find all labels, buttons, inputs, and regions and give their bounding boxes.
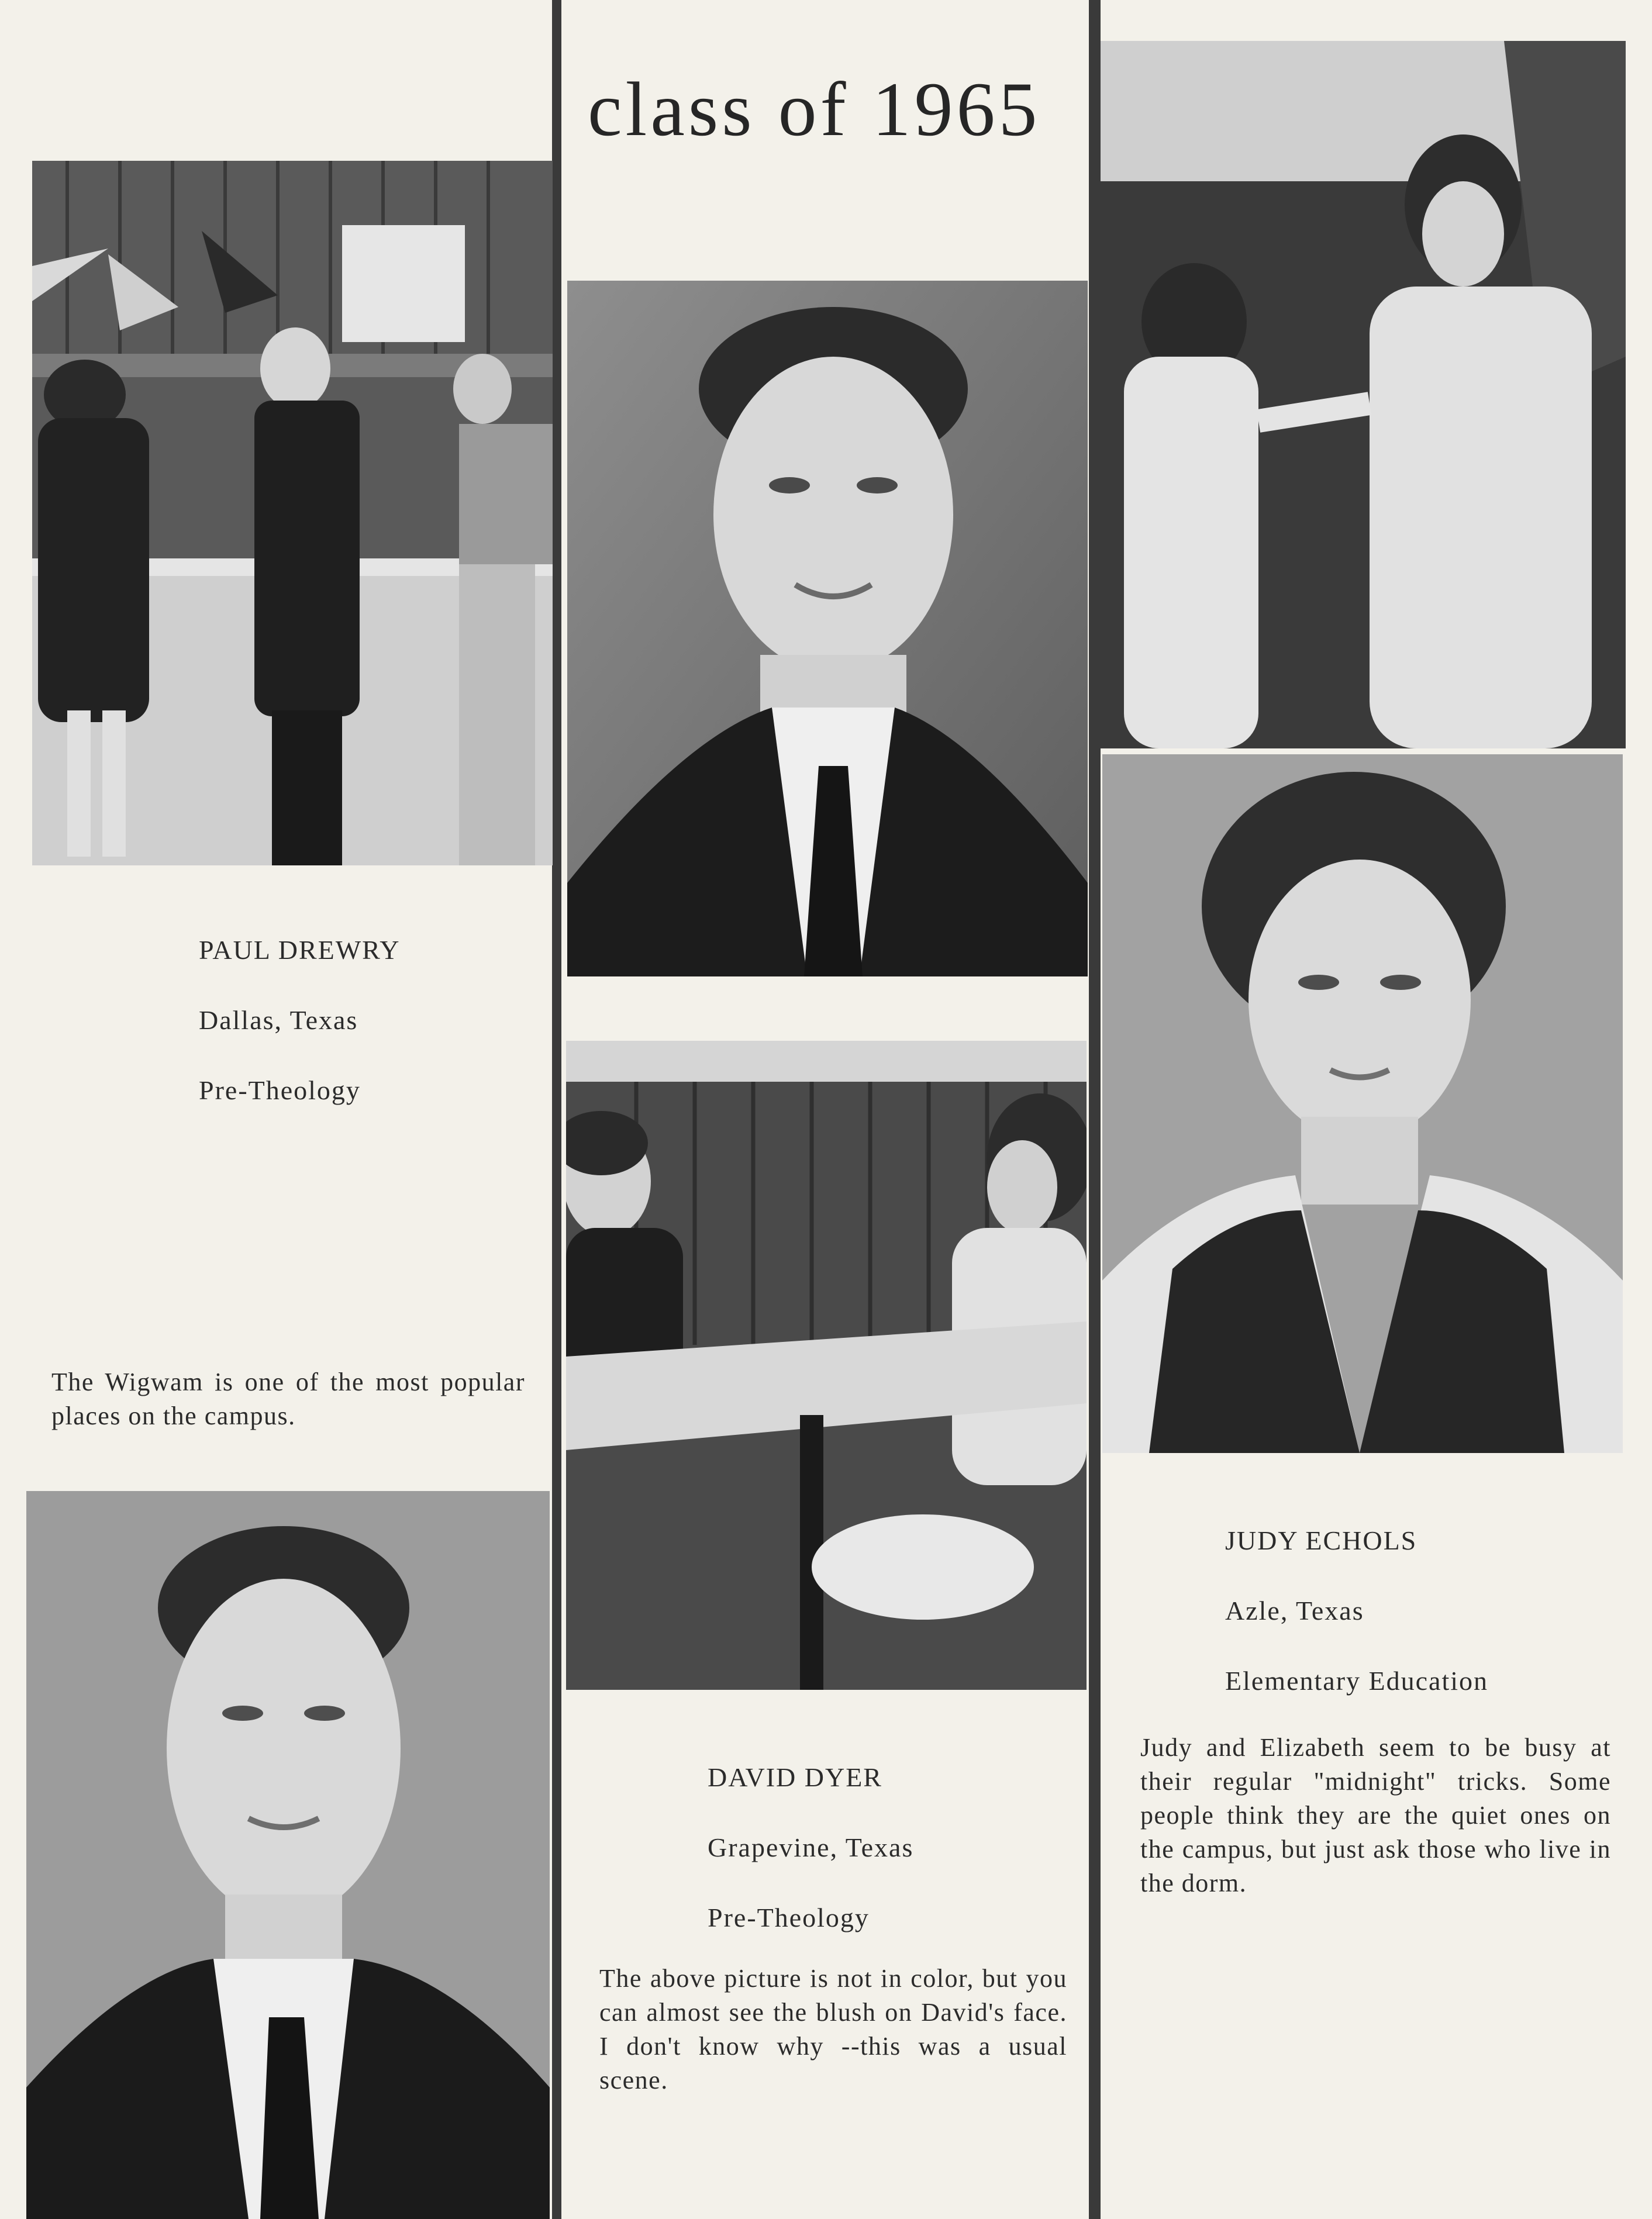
wigwam-snack-bar-photo <box>32 161 553 865</box>
portrait-david-dyer-photo <box>567 281 1088 976</box>
portrait-bottom-left-photo <box>26 1491 550 2219</box>
student-caption-david-dyer <box>708 1725 913 1970</box>
dorm-hallway-photo <box>1101 41 1626 748</box>
portrait-judy-echols-photo <box>1102 754 1623 1453</box>
student-name: PAUL DREWRY <box>199 935 401 965</box>
student-major: Elementary Education <box>1225 1666 1489 1696</box>
student-name: DAVID DYER <box>708 1762 882 1792</box>
student-hometown: Grapevine, Texas <box>708 1833 914 1862</box>
page-title: class of 1965 <box>588 66 1041 152</box>
student-major: Pre-Theology <box>199 1075 361 1105</box>
dorm-caption: Judy and Elizabeth seem to be busy at their regular "midnight" tricks. Some people think they are the quiet ones on the campus, but just ask those who live in the dorm. <box>1140 1733 1611 1897</box>
column-divider-left <box>552 0 561 2219</box>
student-hometown: Dallas, Texas <box>199 1005 358 1035</box>
couple-at-table-photo <box>566 1041 1087 1690</box>
student-caption-judy-echols <box>1225 1488 1488 1734</box>
student-caption-paul-drewry <box>199 898 400 1143</box>
column-divider-right <box>1089 0 1101 2219</box>
student-major: Pre-Theology <box>708 1903 870 1932</box>
student-hometown: Azle, Texas <box>1225 1596 1364 1626</box>
blush-caption: The above picture is not in color, but you can almost see the blush on David's face. I don't know why --this was a usual scene. <box>599 1964 1067 2094</box>
student-name: JUDY ECHOLS <box>1225 1526 1418 1555</box>
wigwam-caption: The Wigwam is one of the most popular places on the campus. <box>51 1368 525 1430</box>
